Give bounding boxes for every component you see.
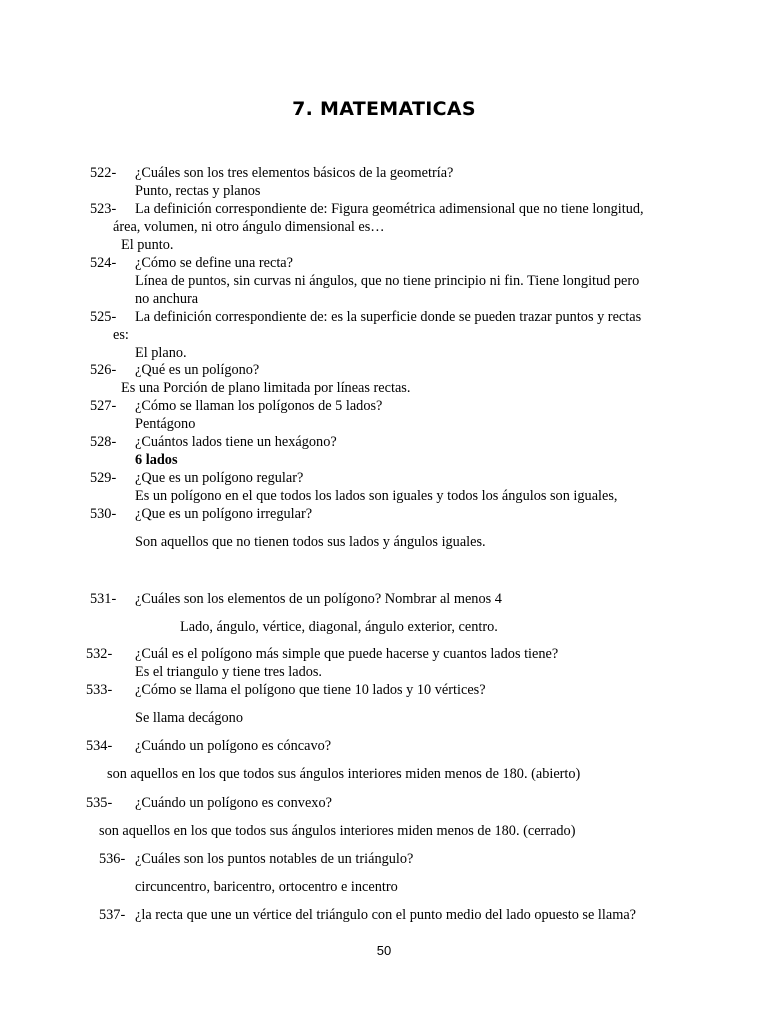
question-text: ¿Cuáles son los puntos notables de un triángulo?	[135, 851, 414, 867]
question-text: ¿Cómo se define una recta?	[135, 255, 293, 271]
question-number: 532-	[86, 646, 113, 662]
question-text: ¿Que es un polígono irregular?	[135, 506, 313, 522]
answer-text: Línea de puntos, sin curvas ni ángulos, que no tiene principio ni fin. Tiene longitud pero	[135, 273, 640, 289]
question-number: 530-	[90, 506, 117, 522]
answer-text: Lado, ángulo, vértice, diagonal, ángulo exterior, centro.	[180, 619, 498, 635]
question-number: 527-	[90, 398, 117, 414]
question-number: 525-	[90, 309, 117, 325]
question-text: La definición correspondiente de: es la superficie donde se pueden trazar puntos y rectas	[135, 309, 642, 325]
answer-text: El plano.	[135, 345, 187, 361]
answer-text: Se llama decágono	[135, 710, 243, 726]
question-number: 537-	[99, 907, 126, 923]
question-number: 536-	[99, 851, 126, 867]
answer-text: son aquellos en los que todos sus ángulos interiores miden menos de 180. (cerrado)	[99, 823, 576, 839]
question-number: 526-	[90, 362, 117, 378]
question-number: 529-	[90, 470, 117, 486]
answer-text: Pentágono	[135, 416, 196, 432]
question-number: 531-	[90, 591, 117, 607]
question-number: 535-	[86, 795, 113, 811]
question-number: 523-	[90, 201, 117, 217]
answer-text: Son aquellos que no tienen todos sus lados y ángulos iguales.	[135, 534, 486, 550]
question-number: 533-	[86, 682, 113, 698]
page-number: 50	[376, 943, 392, 958]
question-text: ¿Que es un polígono regular?	[135, 470, 304, 486]
answer-text: no anchura	[135, 291, 199, 307]
question-number: 528-	[90, 434, 117, 450]
question-text: ¿Cómo se llaman los polígonos de 5 lados?	[135, 398, 383, 414]
page-title: 7. MATEMATICAS	[292, 98, 476, 120]
question-text: ¿la recta que une un vértice del triángulo con el punto medio del lado opuesto se llama?	[135, 907, 637, 923]
question-text: ¿Cuántos lados tiene un hexágono?	[135, 434, 337, 450]
question-text-cont: es:	[113, 327, 129, 343]
question-text-cont: área, volumen, ni otro ángulo dimensional es…	[113, 219, 385, 235]
answer-text: El punto.	[121, 237, 174, 253]
question-text: ¿Cómo se llama el polígono que tiene 10 lados y 10 vértices?	[135, 682, 486, 698]
question-number: 524-	[90, 255, 117, 271]
answer-text: Es un polígono en el que todos los lados son iguales y todos los ángulos son iguales,	[135, 488, 618, 504]
question-text: ¿Cuándo un polígono es cóncavo?	[135, 738, 332, 754]
answer-text: 6 lados	[135, 452, 178, 468]
question-text: ¿Cuáles son los tres elementos básicos de la geometría?	[135, 165, 454, 181]
answer-text: Punto, rectas y planos	[135, 183, 261, 199]
question-text: La definición correspondiente de: Figura geométrica adimensional que no tiene longitud,	[135, 201, 644, 217]
answer-text: Es una Porción de plano limitada por líneas rectas.	[121, 380, 411, 396]
question-text: ¿Cuándo un polígono es convexo?	[135, 795, 332, 811]
answer-text: circuncentro, baricentro, ortocentro e incentro	[135, 879, 398, 895]
question-number: 534-	[86, 738, 113, 754]
question-text: ¿Cuál es el polígono más simple que puede hacerse y cuantos lados tiene?	[135, 646, 559, 662]
question-text: ¿Cuáles son los elementos de un polígono? Nombrar al menos 4	[135, 591, 502, 607]
question-text: ¿Qué es un polígono?	[135, 362, 260, 378]
answer-text: son aquellos en los que todos sus ángulos interiores miden menos de 180. (abierto)	[107, 766, 581, 782]
question-number: 522-	[90, 165, 117, 181]
answer-text: Es el triangulo y tiene tres lados.	[135, 664, 323, 680]
